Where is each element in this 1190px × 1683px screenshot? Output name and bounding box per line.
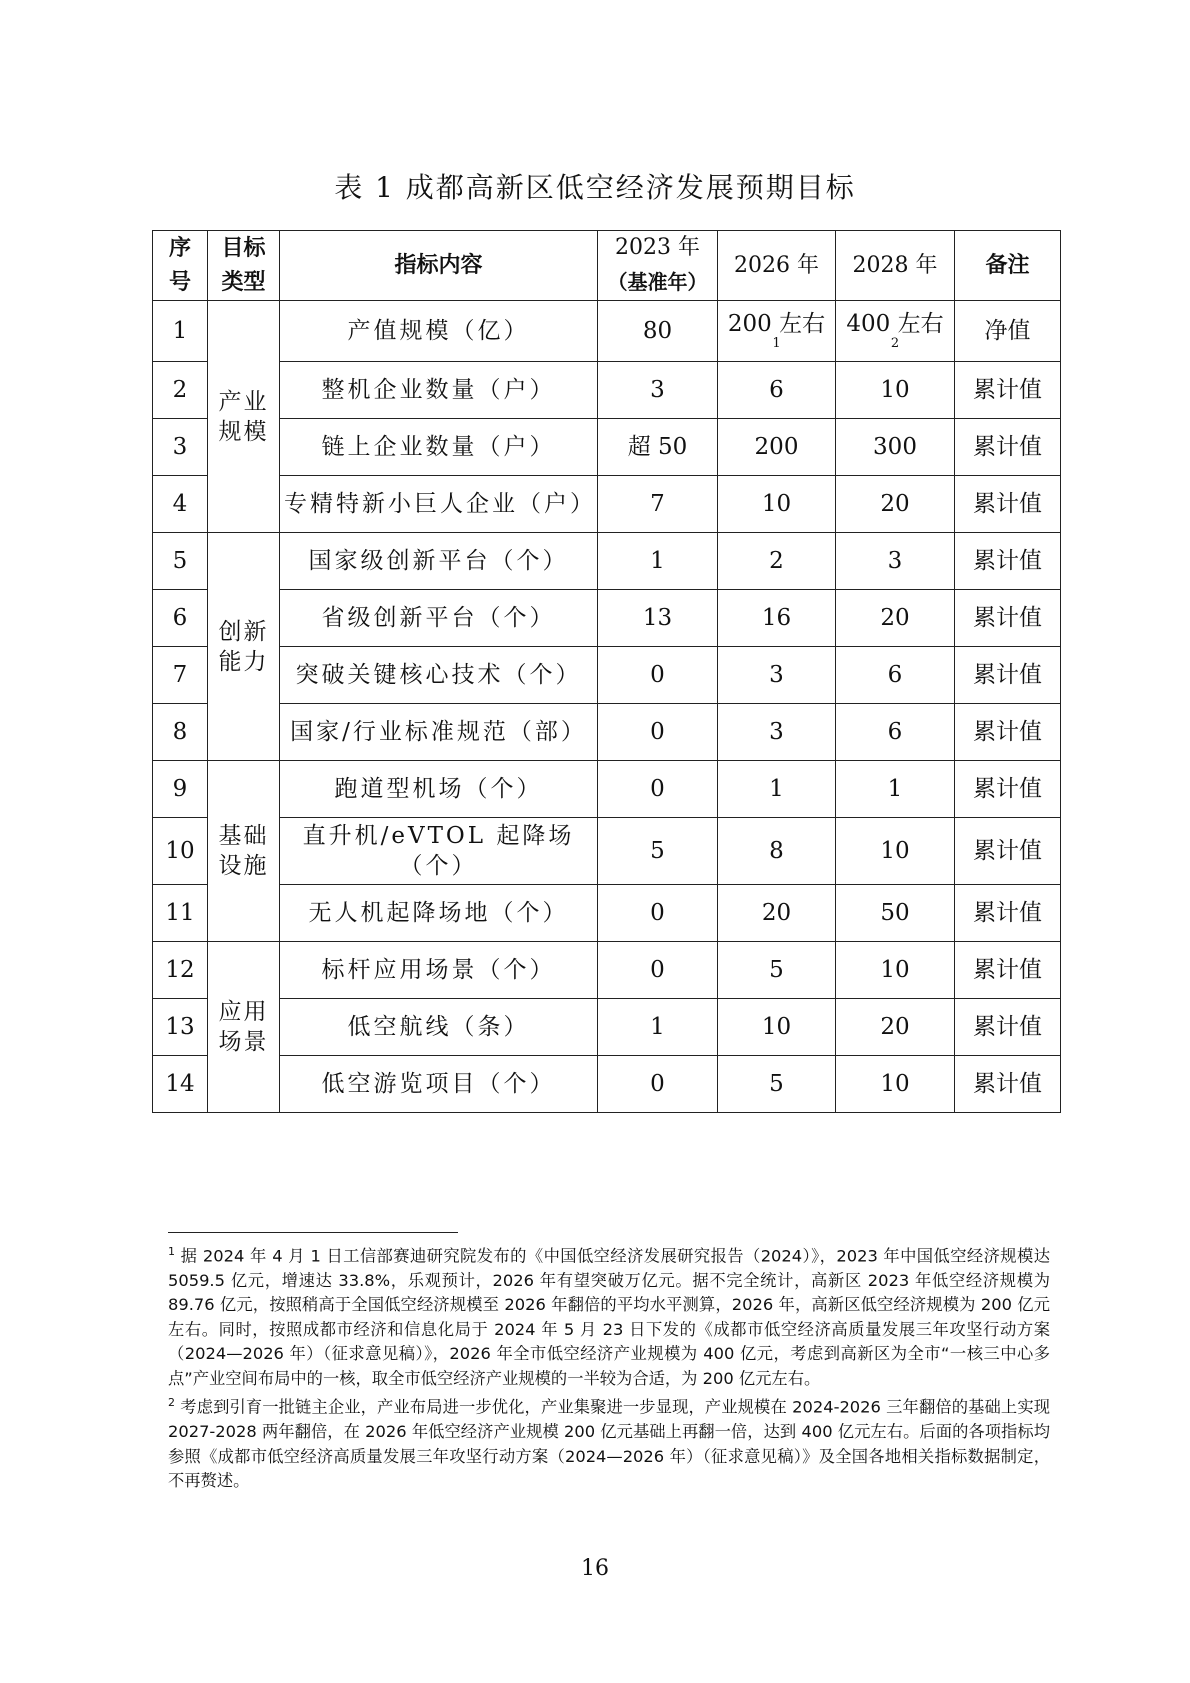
- value-2026: [718, 476, 836, 533]
- table-row: [153, 942, 1061, 999]
- value-2026: [718, 647, 836, 704]
- row-number: 14: [153, 1056, 208, 1113]
- value-text: 400 左右: [846, 311, 944, 337]
- value-2026: [718, 885, 836, 942]
- category-line: 产业: [218, 388, 269, 415]
- row-number: 13: [153, 999, 208, 1056]
- value-2028: [836, 818, 955, 885]
- table-row: [153, 999, 1061, 1056]
- value-text: 1: [887, 776, 903, 802]
- value-2028: [836, 590, 955, 647]
- category-line: 创新: [218, 618, 269, 645]
- value-2026: [718, 419, 836, 476]
- table-row: [153, 533, 1061, 590]
- value-text: 5: [769, 957, 784, 983]
- table-row: [153, 301, 1061, 362]
- value-text: 3: [887, 548, 903, 574]
- note-cell: 累计值: [955, 1056, 1061, 1113]
- value-text: 5: [769, 1071, 784, 1097]
- value-text: 200: [754, 434, 799, 460]
- value-2023: 0: [598, 647, 718, 704]
- note-cell: 累计值: [955, 761, 1061, 818]
- note-cell: 累计值: [955, 533, 1061, 590]
- indicator-cell: [280, 704, 598, 761]
- footnotes: [168, 1240, 1050, 1494]
- footnote-divider: [168, 1232, 458, 1233]
- note-cell: 累计值: [955, 942, 1061, 999]
- value-2026: [718, 301, 836, 362]
- category-line: 基础: [218, 823, 269, 849]
- value-2023: 0: [598, 885, 718, 942]
- table-row: [153, 647, 1061, 704]
- targets-table: [152, 230, 1061, 1113]
- table-row: [153, 590, 1061, 647]
- indicator-cell: [280, 301, 598, 362]
- indicator-cell: [280, 942, 598, 999]
- indicator-cell: [280, 1056, 598, 1113]
- value-text: 2: [769, 548, 784, 574]
- header-indicator: 指标内容: [280, 231, 598, 301]
- indicator-cell: [280, 476, 598, 533]
- category-cell: [208, 533, 280, 761]
- value-text: 1: [769, 776, 784, 802]
- indicator-line: 无人机起降场地（个）: [308, 900, 569, 926]
- note-cell: 累计值: [955, 818, 1061, 885]
- row-number: 7: [153, 647, 208, 704]
- table-title: 表 1 成都高新区低空经济发展预期目标: [334, 171, 856, 204]
- value-text: 10: [880, 377, 910, 403]
- value-2028: [836, 885, 955, 942]
- category-line: 规模: [218, 418, 269, 445]
- note-cell: 累计值: [955, 362, 1061, 419]
- value-text: 8: [769, 838, 784, 864]
- category-line: 应用: [218, 999, 269, 1025]
- header-2023: 2023 年 （基准年）: [598, 231, 718, 301]
- value-2028: [836, 999, 955, 1056]
- value-2023: 80: [598, 301, 718, 362]
- table-row: [153, 476, 1061, 533]
- value-2028: [836, 1056, 955, 1113]
- note-cell: 累计值: [955, 647, 1061, 704]
- value-2026: [718, 818, 836, 885]
- value-2023: 0: [598, 1056, 718, 1113]
- indicator-line: 产值规模（亿）: [347, 318, 530, 344]
- category-cell: [208, 301, 280, 533]
- header-2028: 2028 年: [836, 231, 955, 301]
- indicator-line: （个）: [399, 853, 478, 879]
- value-text: 10: [880, 1071, 910, 1097]
- value-text: 6: [887, 662, 903, 688]
- value-2028: [836, 533, 955, 590]
- footnote-2: $^2$ 考虑到引育一批链主企业，产业布局进一步优化，产业集聚进一步显现，产业规模在 2024-2026 三年翻倍的基础上实现 2027-2028 两年翻倍，在 2026 年低空经济产业规模 200 亿元基础上再翻一倍，达到 400 亿元左右。后面的各项指标均参照《成都市低空经济高质量发展三年攻坚行动方案（2024—2026 年）（征求意见稿）》及全国各地相关指标数据制定，不再赘述。: [168, 1396, 1050, 1491]
- value-2026: [718, 761, 836, 818]
- table-row: [153, 419, 1061, 476]
- table-row: [153, 1056, 1061, 1113]
- note-cell: 累计值: [955, 885, 1061, 942]
- category-cell: [208, 761, 280, 942]
- value-text: 300: [873, 434, 917, 460]
- value-2023: 13: [598, 590, 718, 647]
- table-row: [153, 704, 1061, 761]
- indicator-cell: [280, 362, 598, 419]
- category-line: 设施: [218, 853, 269, 879]
- indicator-line: 标杆应用场景（个）: [321, 957, 556, 983]
- table-header-row: [153, 231, 1061, 301]
- note-cell: 累计值: [955, 476, 1061, 533]
- value-2028: [836, 362, 955, 419]
- indicator-line: 突破关键核心技术（个）: [295, 662, 582, 688]
- header-no: 序 号: [153, 231, 208, 301]
- value-2026: [718, 1056, 836, 1113]
- indicator-line: 省级创新平台（个）: [321, 605, 556, 631]
- value-text: 200 左右: [727, 311, 826, 337]
- value-text: 10: [880, 957, 910, 983]
- value-text: 20: [761, 900, 792, 926]
- row-number: 12: [153, 942, 208, 999]
- value-2028: [836, 647, 955, 704]
- note-cell: 累计值: [955, 999, 1061, 1056]
- value-text: 16: [761, 605, 792, 631]
- row-number: 9: [153, 761, 208, 818]
- indicator-cell: [280, 818, 598, 885]
- row-number: 2: [153, 362, 208, 419]
- note-cell: 累计值: [955, 590, 1061, 647]
- category-line: 场景: [218, 1029, 269, 1055]
- row-number: 3: [153, 419, 208, 476]
- value-text: 10: [880, 838, 910, 864]
- value-text: 50: [880, 900, 910, 926]
- table-row: [153, 362, 1061, 419]
- indicator-cell: [280, 761, 598, 818]
- value-2028: [836, 942, 955, 999]
- value-text: 20: [880, 1014, 910, 1040]
- value-2023: 超 50: [598, 419, 718, 476]
- value-2023: 1: [598, 533, 718, 590]
- indicator-cell: [280, 533, 598, 590]
- value-2026: [718, 533, 836, 590]
- category-line: 能力: [218, 648, 269, 675]
- value-2026: [718, 999, 836, 1056]
- page-number: 16: [581, 1556, 609, 1581]
- value-text: 20: [880, 491, 910, 517]
- value-2026: [718, 590, 836, 647]
- header-2026: 2026 年: [718, 231, 836, 301]
- value-2026: [718, 942, 836, 999]
- value-2023: 7: [598, 476, 718, 533]
- value-2023: 5: [598, 818, 718, 885]
- value-2028: [836, 704, 955, 761]
- value-text: 3: [769, 719, 784, 745]
- row-number: 6: [153, 590, 208, 647]
- footnote-ref[interactable]: 2: [890, 336, 900, 351]
- indicator-cell: [280, 999, 598, 1056]
- indicator-line: 低空游览项目（个）: [321, 1071, 556, 1097]
- indicator-cell: [280, 647, 598, 704]
- footnote-1: $^1$ 据 2024 年 4 月 1 日工信部赛迪研究院发布的《中国低空经济发展研究报告（2024）》，2023 年中国低空经济规模达 5059.5 亿元，增速达 33.8%，乐观预计，2026 年有望突破万亿元。据不完全统计，高新区 2023 年低空经济规模为 89.76 亿元，按照稍高于全国低空经济规模至 2026 年翻倍的平均水平测算，2026 年，高新区低空经济规模为 200 亿元左右。同时，按照成都市经济和信息化局于 2024 年 5 月 23 日下发的《成都市低空经济高质量发展三年攻坚行动方案（2024—2026 年）（征求意见稿）》，2026 年全市低空经济产业规模为 400 亿元，考虑到高新区为全市“一核三中心多点”产业空间布局中的一核，取全市低空经济产业规模的一半较为合适，为 200 亿元左右。: [168, 1245, 1050, 1388]
- table-row: [153, 818, 1061, 885]
- indicator-line: 专精特新小巨人企业（户）: [284, 491, 596, 517]
- value-text: 10: [761, 491, 792, 517]
- table-row: [153, 761, 1061, 818]
- row-number: 4: [153, 476, 208, 533]
- indicator-line: 链上企业数量（户）: [321, 434, 556, 460]
- value-2026: [718, 704, 836, 761]
- row-number: 10: [153, 818, 208, 885]
- table-row: [153, 885, 1061, 942]
- indicator-line: 整机企业数量（户）: [321, 377, 556, 403]
- note-cell: 净值: [955, 301, 1061, 362]
- note-cell: 累计值: [955, 704, 1061, 761]
- indicator-line: 跑道型机场（个）: [334, 776, 543, 802]
- value-2028: [836, 761, 955, 818]
- value-text: 3: [769, 662, 784, 688]
- value-text: 10: [761, 1014, 792, 1040]
- row-number: 11: [153, 885, 208, 942]
- value-2023: 1: [598, 999, 718, 1056]
- note-cell: 累计值: [955, 419, 1061, 476]
- value-text: 20: [880, 605, 910, 631]
- value-2026: [718, 362, 836, 419]
- indicator-line: 国家/行业标准规范（部）: [290, 719, 587, 745]
- indicator-line: 低空航线（条）: [347, 1014, 530, 1040]
- value-2023: 0: [598, 761, 718, 818]
- header-note: 备注: [955, 231, 1061, 301]
- indicator-line: 国家级创新平台（个）: [308, 548, 569, 574]
- value-2028: [836, 301, 955, 362]
- category-cell: [208, 942, 280, 1113]
- value-2028: [836, 476, 955, 533]
- indicator-cell: [280, 419, 598, 476]
- indicator-line: 直升机/eVTOL 起降场: [302, 823, 575, 849]
- value-text: 6: [769, 377, 784, 403]
- value-2028: [836, 419, 955, 476]
- row-number: 5: [153, 533, 208, 590]
- indicator-cell: [280, 590, 598, 647]
- value-2023: 0: [598, 942, 718, 999]
- indicator-cell: [280, 885, 598, 942]
- table-body: [153, 301, 1061, 1113]
- row-number: 1: [153, 301, 208, 362]
- value-2023: 3: [598, 362, 718, 419]
- value-2023: 0: [598, 704, 718, 761]
- footnote-ref[interactable]: 1: [772, 336, 781, 351]
- header-type: 目标 类型: [208, 231, 280, 301]
- value-text: 6: [887, 719, 903, 745]
- row-number: 8: [153, 704, 208, 761]
